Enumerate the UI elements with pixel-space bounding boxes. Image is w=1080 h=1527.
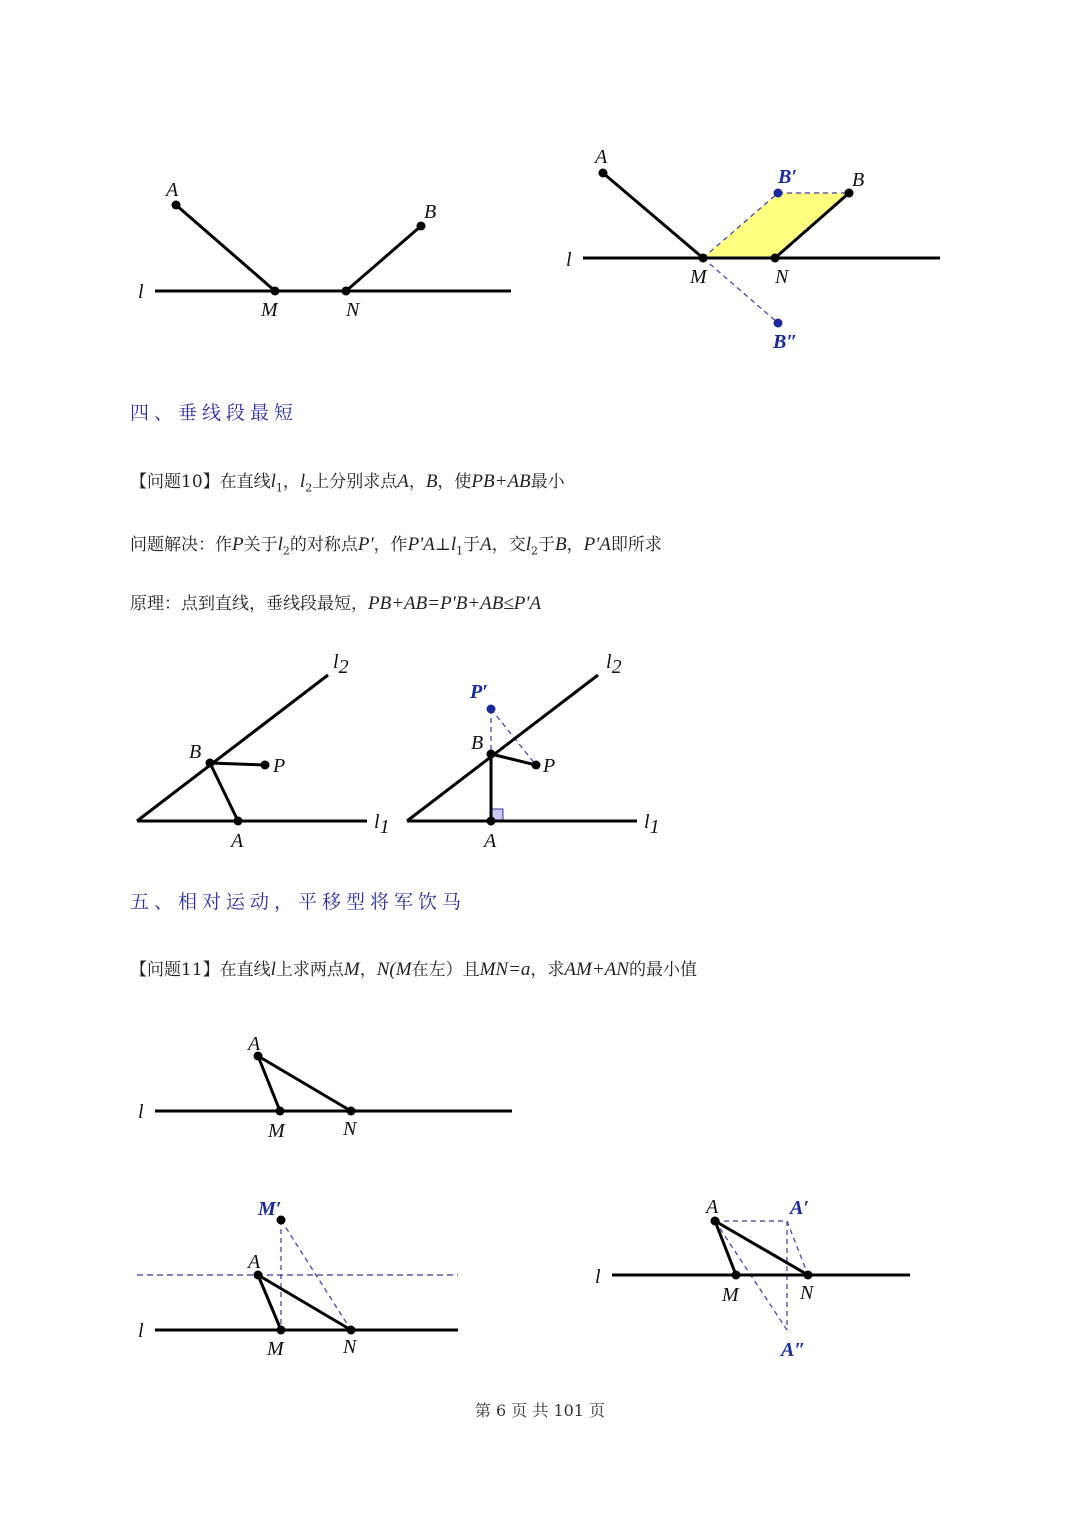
fig1-label-A: A — [166, 179, 179, 201]
fig4-label-P: P — [543, 755, 556, 777]
section4-solution: 问题解决：作P关于$l_2$的对称点P'，作$P'A\perp l_1$于A，交$l_2$于B，P'A即所求 — [130, 534, 662, 558]
fig1-diagram — [138, 179, 511, 321]
section4-problem: 【问题10】在直线$l_1$，$l_2$上分别求点A，B，使PB+AB最小 — [130, 471, 565, 495]
fig4-label-A: A — [484, 830, 497, 852]
fig7-label-A: A — [706, 1196, 719, 1218]
fig6-label-N: N — [343, 1336, 357, 1358]
fig4-label-B: B — [471, 732, 484, 754]
fig1-label-l: l — [138, 281, 144, 303]
section5-problem: 【问题11】在直线l上求两点M，N(M在左）且MN=a，求AM+AN的最小值 — [130, 959, 697, 980]
fig3-label-P: P — [273, 755, 286, 777]
fig5-label-A: A — [248, 1033, 261, 1055]
section5-heading: 五、相对运动，平移型将军饮马 — [130, 891, 467, 913]
section4-principle: 原理：点到直线，垂线段最短，PB+AB=P'B+AB≤P'A — [130, 593, 542, 614]
fig2-label-N: N — [775, 266, 789, 288]
fig5-diagram — [138, 1033, 512, 1142]
fig4-label-l1: l1 — [644, 811, 660, 838]
fig4-label-Pp: P′ — [470, 681, 488, 703]
fig6-label-l: l — [138, 1320, 144, 1342]
fig1-label-N: N — [346, 299, 360, 321]
fig7-label-l: l — [595, 1266, 601, 1288]
section4-heading: 四、垂线段最短 — [130, 402, 299, 424]
fig7-diagram — [595, 1196, 910, 1361]
fig5-label-M: M — [268, 1120, 285, 1142]
fig4-diagram — [407, 651, 660, 852]
fig7-label-M: M — [722, 1284, 739, 1306]
fig7-label-App: A″ — [781, 1339, 806, 1361]
fig1-label-M: M — [261, 299, 278, 321]
fig2-label-M: M — [690, 266, 707, 288]
page-footer: 第 6 页 共 101 页 — [474, 1401, 606, 1420]
fig2-label-Bp: B′ — [778, 166, 797, 188]
fig2-parallelogram-fill — [703, 193, 849, 258]
fig2-label-Bpp: B″ — [773, 331, 798, 353]
fig4-label-l2: l2 — [606, 651, 622, 678]
fig6-label-M: M — [267, 1338, 284, 1360]
fig7-label-N: N — [800, 1282, 814, 1304]
fig3-diagram — [137, 651, 390, 852]
fig2-diagram — [566, 146, 940, 353]
fig2-label-l: l — [566, 249, 572, 271]
fig1-label-B: B — [424, 201, 437, 223]
fig2-label-B: B — [852, 169, 865, 191]
fig5-label-l: l — [138, 1101, 144, 1123]
fig3-label-B: B — [189, 741, 202, 763]
fig3-label-l1: l1 — [374, 811, 390, 838]
fig6-label-A: A — [248, 1251, 261, 1273]
fig2-label-A: A — [595, 146, 608, 168]
fig6-label-Mp: M′ — [258, 1198, 282, 1220]
fig6-diagram — [137, 1198, 458, 1360]
fig3-label-A: A — [231, 830, 244, 852]
fig7-label-Ap: A′ — [790, 1197, 809, 1219]
fig3-label-l2: l2 — [333, 651, 349, 678]
fig5-label-N: N — [343, 1118, 357, 1140]
